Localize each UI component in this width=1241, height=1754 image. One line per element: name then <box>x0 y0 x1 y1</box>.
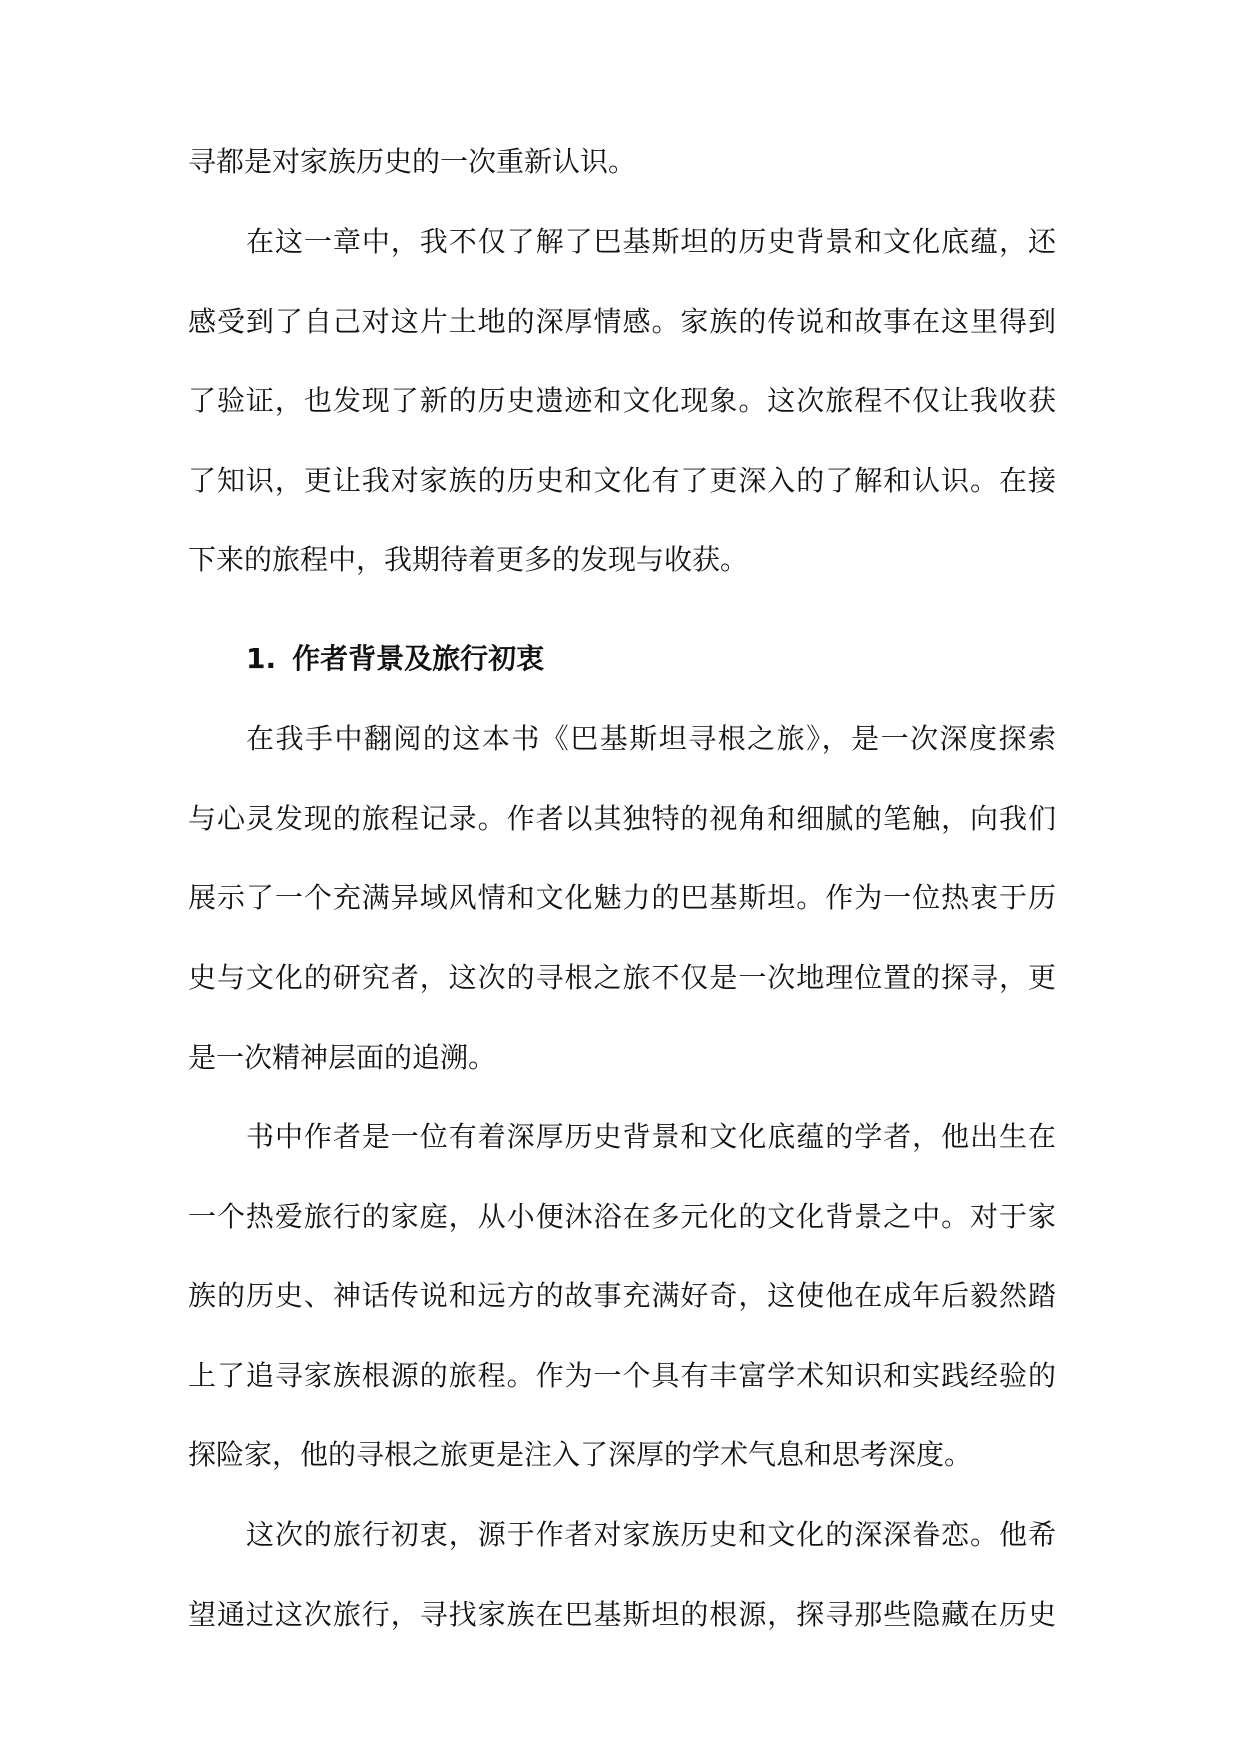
paragraph-line: 是一次精神层面的追溯。 <box>188 1041 497 1074</box>
paragraph-line: 在我手中翻阅的这本书《巴基斯坦寻根之旅》，是一次深度探索 <box>246 722 1056 755</box>
paragraph-line: 展示了一个充满异域风情和文化魅力的巴基斯坦。作为一位热衷于历 <box>188 881 1056 914</box>
paragraph-line: 族的历史、神话传说和远方的故事充满好奇，这使他在成年后毅然踏 <box>188 1279 1056 1312</box>
paragraph-line: 了知识，更让我对家族的历史和文化有了更深入的了解和认识。在接 <box>188 464 1056 497</box>
section-heading <box>246 639 544 679</box>
paragraph-line: 下来的旅程中，我期待着更多的发现与收获。 <box>188 543 749 576</box>
paragraph-line: 一个热爱旅行的家庭，从小便沐浴在多元化的文化背景之中。对于家 <box>188 1200 1056 1233</box>
paragraph-line: 上了追寻家族根源的旅程。作为一个具有丰富学术知识和实践经验的 <box>188 1359 1056 1392</box>
paragraph-line: 在这一章中，我不仅了解了巴基斯坦的历史背景和文化底蕴，还 <box>246 225 1056 258</box>
paragraph-line: 书中作者是一位有着深厚历史背景和文化底蕴的学者，他出生在 <box>246 1120 1056 1153</box>
paragraph-line: 探险家，他的寻根之旅更是注入了深厚的学术气息和思考深度。 <box>188 1438 973 1471</box>
paragraph-line: 寻都是对家族历史的一次重新认识。 <box>188 145 637 178</box>
paragraph-line: 史与文化的研究者，这次的寻根之旅不仅是一次地理位置的探寻，更 <box>188 961 1056 994</box>
paragraph-line: 感受到了自己对这片土地的深厚情感。家族的传说和故事在这里得到 <box>188 305 1056 338</box>
paragraph-line: 这次的旅行初衷，源于作者对家族历史和文化的深深眷恋。他希 <box>246 1518 1056 1551</box>
section-number: 1. <box>246 642 277 675</box>
paragraph-line: 了验证，也发现了新的历史遗迹和文化现象。这次旅程不仅让我收获 <box>188 384 1056 417</box>
section-title: 作者背景及旅行初衷 <box>292 642 545 675</box>
paragraph-line: 与心灵发现的旅程记录。作者以其独特的视角和细腻的笔触，向我们 <box>188 802 1056 835</box>
paragraph-line: 望通过这次旅行，寻找家族在巴基斯坦的根源，探寻那些隐藏在历史 <box>188 1598 1056 1631</box>
